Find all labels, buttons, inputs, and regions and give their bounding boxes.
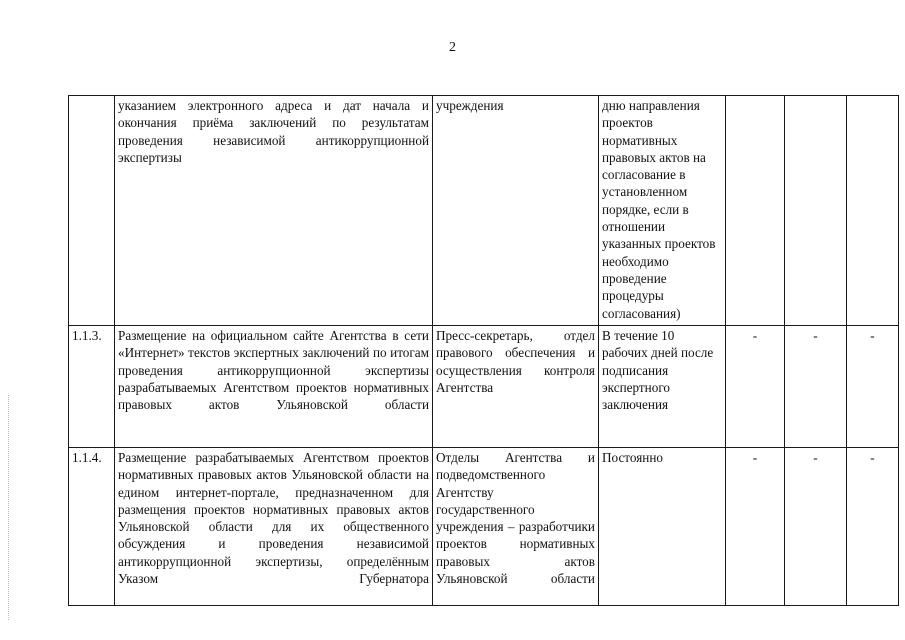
deadline-cell: Постоянно [599,448,726,606]
activity-cell: Размещение разрабатываемых Агентством проектов нормативных правовых актов Ульяновской области на едином интернет-портале, предназначенном для размещения проектов нормативных правовых актов Ульяновской области для их общественного обсуждения и проведения независимой антикоррупционной экспертизы, определённым Указом Губернатора [115,448,433,606]
page-number: 2 [449,40,456,55]
table-row [69,96,899,326]
row-number: 1.1.3. [69,326,115,448]
dash-cell: - [847,448,899,606]
deadline-cell: В течение 10 рабочих дней после подписания экспертного заключения [599,326,726,448]
dash-cell: - [847,326,899,448]
plan-table [68,95,899,606]
empty-cell [726,96,785,326]
responsible-cell: Отделы Агентства и подведомственного Агентству государственного учреждения – разработчики проектов нормативных правовых актов Ульяновской области [433,448,599,606]
empty-cell [847,96,899,326]
deadline-cell: дню направления проектов нормативных правовых актов на согласование в установленном порядке, если в отношении указанных проектов необходимо проведение процедуры согласования) [599,96,726,326]
activity-cell: указанием электронного адреса и дат начала и окончания приёма заключений по результатам проведения независимой антикоррупционной экспертизы [115,96,433,326]
responsible-cell: учреждения [433,96,599,326]
table-row [69,448,899,606]
empty-cell [785,96,847,326]
row-number: 1.1.4. [69,448,115,606]
scan-margin-line [8,395,9,620]
row-number [69,96,115,326]
dash-cell: - [785,326,847,448]
dash-cell: - [726,448,785,606]
responsible-cell: Пресс-секретарь, отдел правового обеспечения и осуществления контроля Агентства [433,326,599,448]
activity-cell: Размещение на официальном сайте Агентства в сети «Интернет» текстов экспертных заключений по итогам проведения антикоррупционной экспертизы разрабатываемых Агентством проектов нормативных правовых актов Ульяновской области [115,326,433,448]
dash-cell: - [726,326,785,448]
table-row [69,326,899,448]
dash-cell: - [785,448,847,606]
